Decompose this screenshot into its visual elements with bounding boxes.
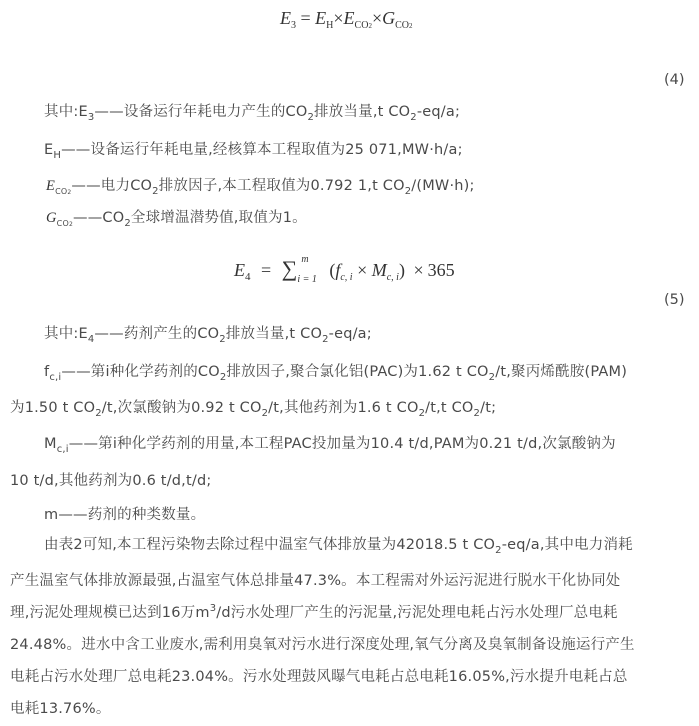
- paragraph-line-5: 电耗占污水处理厂总电耗23.04%。污水处理鼓风曝气电耗占总电耗16.05%,污水提升电耗占总: [10, 669, 628, 685]
- def-e4-line: 其中$:E_4——$药剂产生的$CO_2$排放当量,t $CO_2-eq/a$;: [44, 326, 372, 345]
- def-fci-line: $f_{c,i}——$第i种化学药剂的$CO_2$排放因子,聚合氯化铝(PAC)为1.62 t $CO_2/t$,聚丙烯酰胺(PAM): [44, 364, 628, 383]
- def-eco2-line: $E_{CO2}——$电力$CO_2$排放因子,本工程取值为0.792 1,t $CO_2/(MW\cdot h)$;: [46, 178, 475, 197]
- def-gco2-line: $G_{CO2}——CO_2$全球增温潜势值,取值为1。: [46, 210, 307, 229]
- equation-e3: $E_3 = E_H\times E_{CO2}\times G_{CO2}$: [280, 8, 413, 31]
- equation-number-4: (4): [664, 72, 685, 88]
- equation-number-5: (5): [664, 292, 685, 308]
- def-mci-line-cont: 10 t/d,其他药剂为0.6 t/d,t/d;: [10, 473, 212, 489]
- def-m-line: m——药剂的种类数量。: [44, 507, 206, 523]
- def-e3-line: 其中$:E_3——$设备运行年耗电力产生的$CO_2$排放当量,t $CO_2-eq/a$;: [44, 104, 461, 123]
- paragraph-line-3: 理,污泥处理规模已达到16万$m^3/d$污水处理厂产生的污泥量,污泥处理电耗占污水处理厂总电耗: [10, 603, 618, 621]
- paragraph-line-4: 24.48%。进水中含工业废水,需利用臭氧对污水进行深度处理,氧气分离及臭氧制备设施运行产生: [10, 637, 635, 653]
- paragraph-line-2: 产生温室气体排放源最强,占温室气体总排量47.3%。本工程需对外运污泥进行脱水干化协同处: [10, 573, 621, 589]
- paragraph-line-6: 电耗13.76%。: [10, 701, 111, 717]
- equation-e4: $E_4$ = ∑ m i = 1 $(f_{c, i} \times M_{c, i}) \times 365$: [234, 253, 455, 285]
- def-eh-line: $E_H——$设备运行年耗电量,经核算本工程取值为25 071,MW·h/a;: [44, 142, 463, 161]
- def-mci-line: $M_{c,i}——$第i种化学药剂的用量,本工程PAC投加量为10.4 t/d,PAM为0.21 t/d,次氯酸钠为: [44, 436, 616, 455]
- def-fci-line-cont: 为1.50 t $CO_2/t$,次氯酸钠为0.92 t $CO_2/t$,其他药剂为1.6 t $CO_2/t,t$ $CO_2/t$;: [10, 400, 497, 419]
- paragraph-line-1: 由表2可知,本工程污染物去除过程中温室气体排放量为42018.5 t $CO_2-eq/a$,其中电力消耗: [44, 537, 633, 556]
